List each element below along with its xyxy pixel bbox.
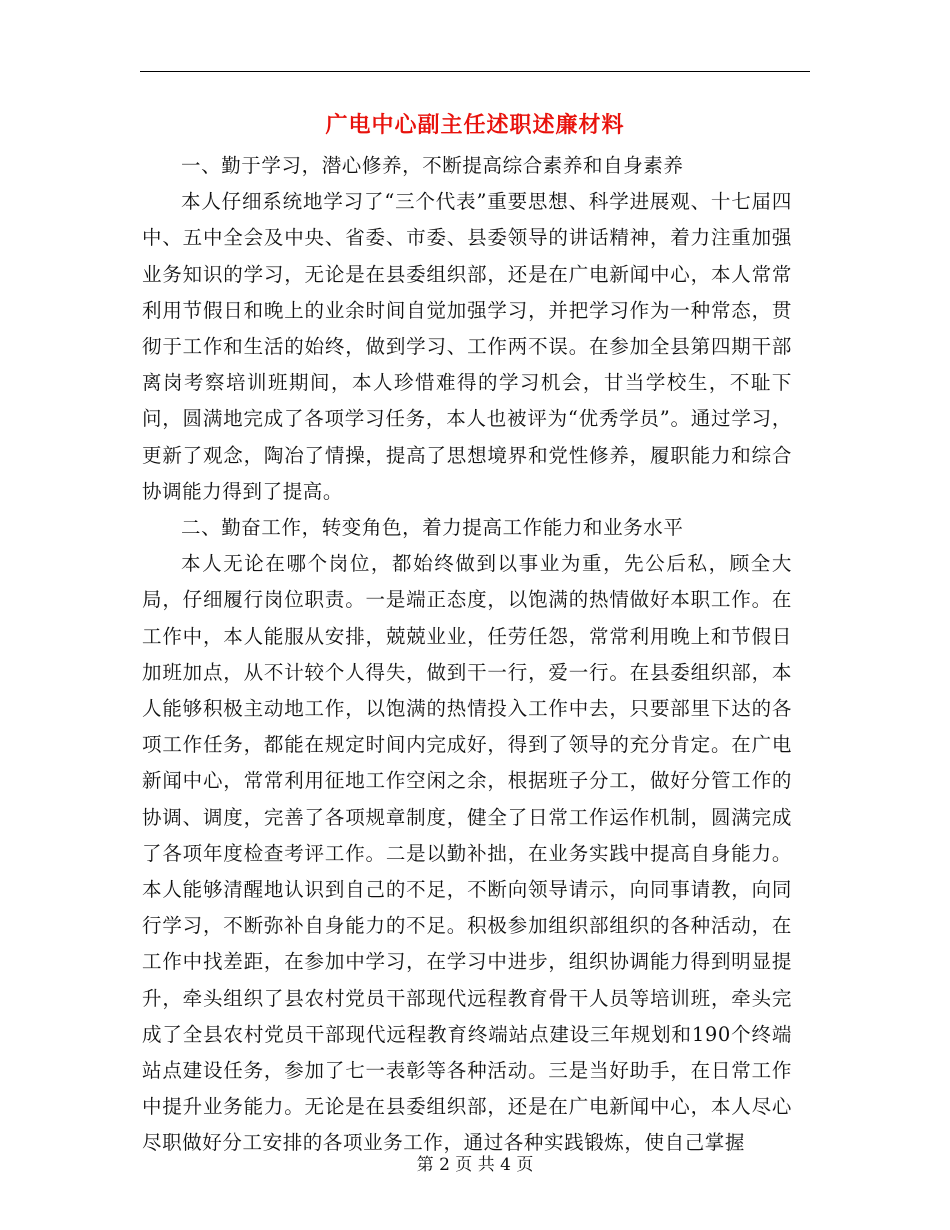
header-rule [140,71,810,72]
section-heading-1: 一、勤于学习，潜心修养，不断提高综合素养和自身素养 [181,154,684,177]
document-body [142,148,792,1162]
page-number: 第 2 页 共 4 页 [416,1155,534,1175]
body-paragraph-1: 本人仔细系统地学习了“三个代表”重要思想、科学进展观、十七届四中、五中全会及中央、省委、市委、县委领导的讲话精神，着力注重加强业务知识的学习，无论是在县委组织部，还是在广电新闻中心，本人常常利用节假日和晚上的业余时间自觉加强学习，并把学习作为一种常态，贯彻于工作和生活的始终，做到学习、工作两不误。在参加全县第四期干部离岗考察培训班期间，本人珍惜难得的学习机会，甘当学校生，不耻下问，圆满地完成了各项学习任务，本人也被评为“优秀学员”。通过学习，更新了观念，陶冶了情操，提高了思想境界和党性修养，履职能力和综合协调能力得到了提高。 [142,190,792,503]
body-paragraph-2: 本人无论在哪个岗位，都始终做到以事业为重，先公后私，顾全大局，仔细履行岗位职责。一是端正态度，以饱满的热情做好本职工作。在工作中，本人能服从安排，兢兢业业，任劳任怨，常常利用晚上和节假日加班加点，从不计较个人得失，做到干一行，爱一行。在县委组织部，本人能够积极主动地工作，以饱满的热情投入工作中去，只要部里下达的各项工作任务，都能在规定时间内完成好，得到了领导的充分肯定。在广电新闻中心，常常利用征地工作空闲之余，根据班子分工，做好分管工作的协调、调度，完善了各项规章制度，健全了日常工作运作机制，圆满完成了各项年度检查考评工作。二是以勤补拙，在业务实践中提高自身能力。本人能够清醒地认识到自己的不足，不断向领导请示，向同事请教，向同行学习，不断弥补自身能力的不足。积极参加组织部组织的各种活动，在工作中找差距，在参加中学习，在学习中进步，组织协调能力得到明显提升，牵头组织了县农村党员干部现代远程教育骨干人员等培训班，牵头完成了全县农村党员干部现代远程教育终端站点建设三年规划和190个终端站点建设任务，参加了七一表彰等各种活动。三是当好助手，在日常工作中提升业务能力。无论是在县委组织部，还是在广电新闻中心，本人尽心尽职做好分工安排的各项业务工作，通过各种实践锻炼，使自己掌握 [142,552,792,1155]
document-title: 广电中心副主任述职述廉材料 [325,112,625,138]
section-heading-2: 二、勤奋工作，转变角色，着力提高工作能力和业务水平 [181,516,684,540]
